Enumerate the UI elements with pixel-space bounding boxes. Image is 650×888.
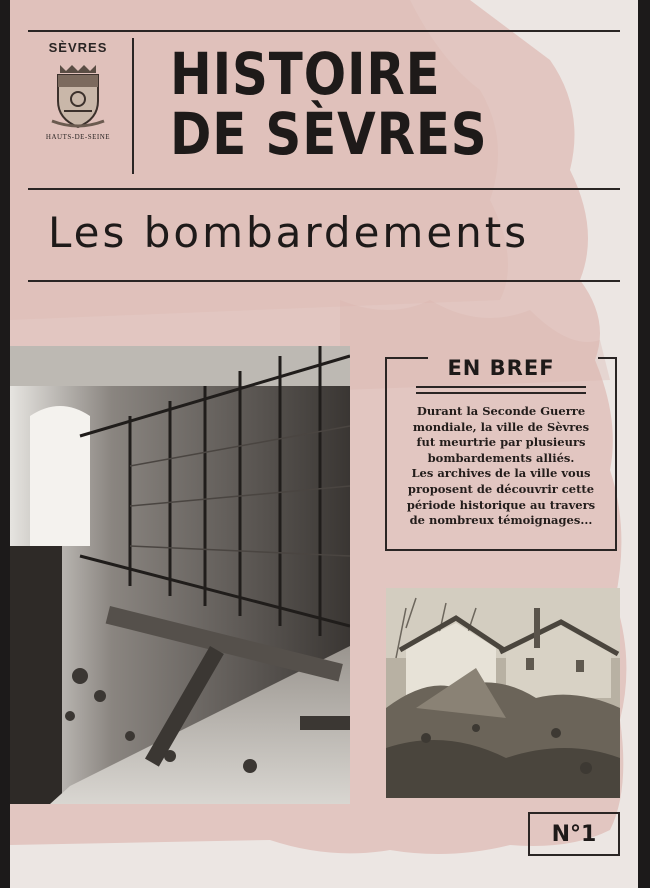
issue-number-badge: N°1 <box>528 812 620 856</box>
summary-box <box>384 356 618 552</box>
issue-subtitle: Les bombardements <box>48 208 530 257</box>
rule-under-subtitle <box>28 280 620 282</box>
summary-line: bombardements alliés. <box>427 450 575 465</box>
summary-heading-rule-2 <box>416 392 586 394</box>
page-title <box>170 40 548 168</box>
title-line-1: HISTOIRE <box>170 40 441 108</box>
summary-text <box>392 404 610 529</box>
rule-top <box>28 30 620 32</box>
summary-line: Les archives de la ville vous <box>411 466 591 481</box>
brochure-cover <box>10 0 638 888</box>
rule-vertical <box>132 38 134 174</box>
summary-line: proposent de découvrir cette <box>407 481 595 496</box>
bombed-shop-photo <box>10 346 350 804</box>
title-line-2: DE SÈVRES <box>170 100 488 168</box>
summary-line: fut meurtrie par plusieurs <box>416 435 586 450</box>
summary-line: mondiale, la ville de Sèvres <box>412 419 590 434</box>
summary-heading: EN BREF <box>447 356 555 380</box>
summary-line: de nombreux témoignages... <box>409 513 593 528</box>
town-name: SÈVRES <box>48 40 108 55</box>
summary-heading-rule-1 <box>416 386 586 388</box>
destroyed-houses-photo <box>386 588 620 798</box>
department-name: HAUTS-DE-SEINE <box>45 133 111 141</box>
town-crest-block <box>30 40 126 170</box>
summary-line: période historique au travers <box>406 497 596 512</box>
summary-line: Durant la Seconde Guerre <box>416 404 586 418</box>
coat-of-arms-icon <box>48 59 108 131</box>
rule-mid <box>28 188 620 190</box>
